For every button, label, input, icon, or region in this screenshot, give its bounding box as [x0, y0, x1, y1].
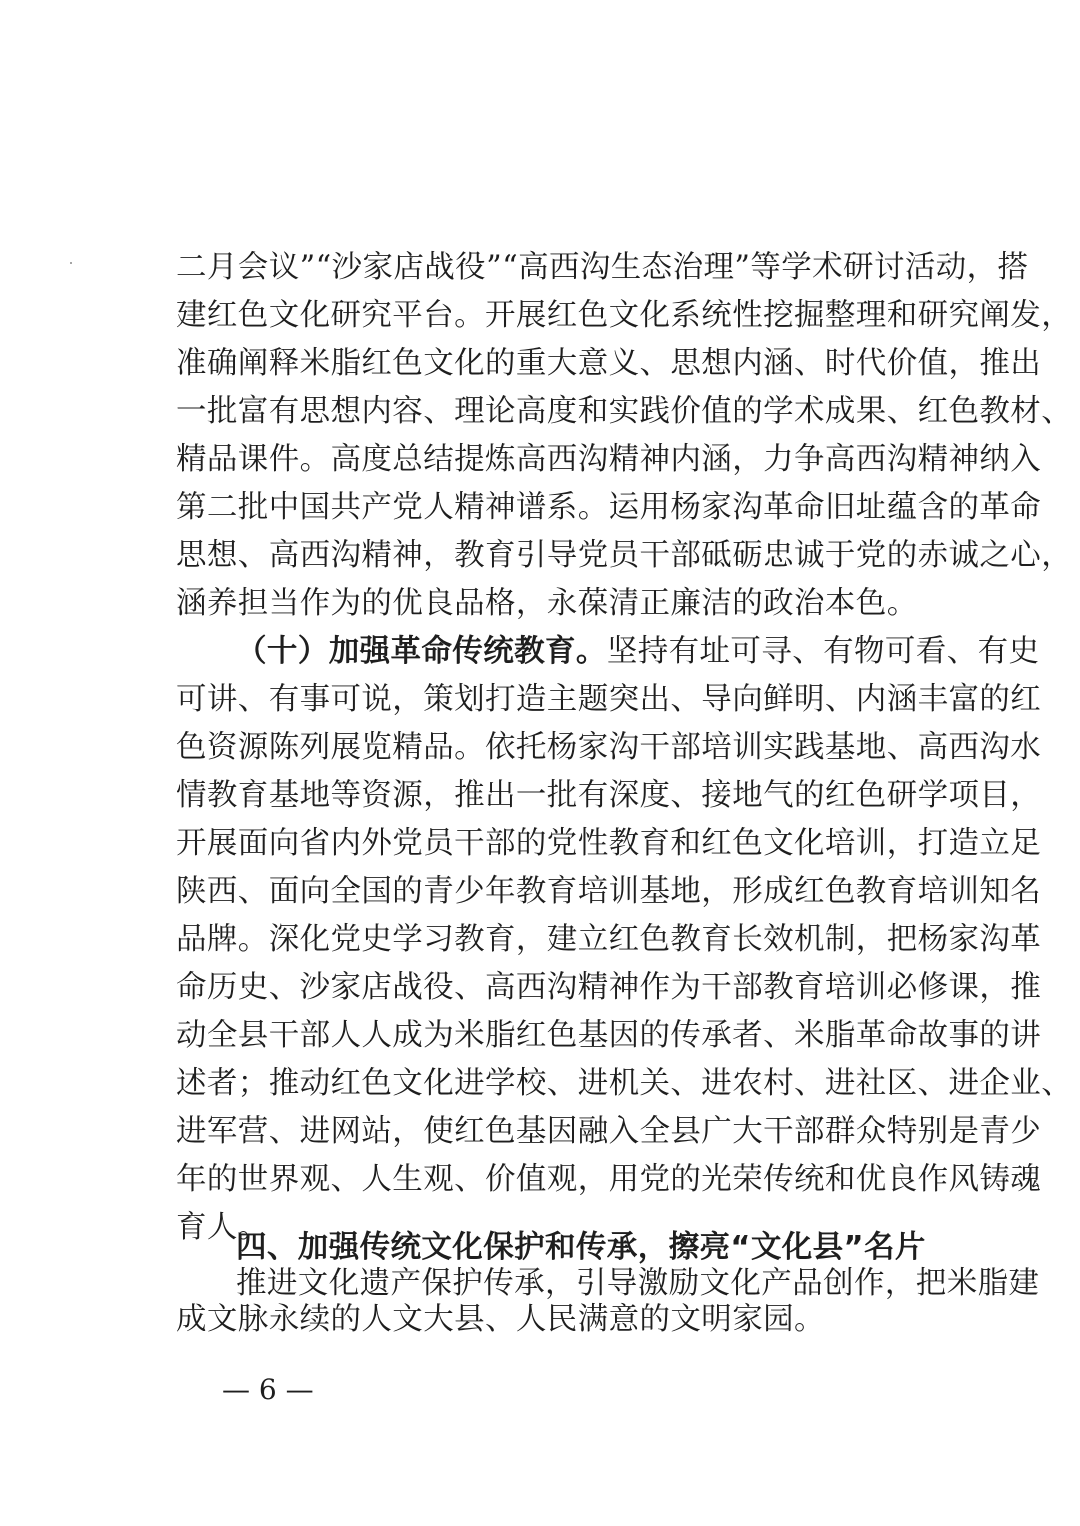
text-line: 陕西、面向全国的青少年教育培训基地，形成红色教育培训知名 — [176, 874, 1042, 909]
text-line: 开展面向省内外党员干部的党性教育和红色文化培训，打造立足 — [176, 826, 1042, 861]
section-4-heading: 四、加强传统文化保护和传承，擦亮“文化县”名片 — [236, 1230, 926, 1265]
text-line: 命历史、沙家店战役、高西沟精神作为干部教育培训必修课，推 — [176, 970, 1042, 1005]
text-line: 思想、高西沟精神，教育引导党员干部砥砺忠诚于党的赤诚之心， — [176, 538, 1073, 573]
text-line: 二月会议”“沙家店战役”“高西沟生态治理”等学术研讨活动，搭 — [176, 250, 1029, 285]
text-line: 第二批中国共产党人精神谱系。运用杨家沟革命旧址蕴含的革命 — [176, 490, 1042, 525]
text-line: 述者；推动红色文化进学校、进机关、进农村、进社区、进企业、 — [176, 1066, 1073, 1101]
text-line: 成文脉永续的人文大县、人民满意的文明家园。 — [176, 1302, 825, 1337]
text-line: 色资源陈列展览精品。依托杨家沟干部培训实践基地、高西沟水 — [176, 730, 1042, 765]
text-line: 年的世界观、人生观、价值观，用党的光荣传统和优良作风铸魂 — [176, 1162, 1042, 1197]
text-line: 可讲、有事可说，策划打造主题突出、导向鲜明、内涵丰富的红 — [176, 682, 1042, 717]
section-10-first-line-text: 坚持有址可寻、有物可看、有史 — [606, 634, 1040, 669]
section-10-heading: （十）加强革命传统教育。 — [236, 634, 607, 669]
text-line: 品牌。深化党史学习教育，建立红色教育长效机制，把杨家沟革 — [176, 922, 1042, 957]
text-line: 建红色文化研究平台。开展红色文化系统性挖掘整理和研究阐发， — [176, 298, 1073, 333]
text-line: 准确阐释米脂红色文化的重大意义、思想内涵、时代价值，推出 — [176, 346, 1042, 381]
scan-speck — [70, 262, 72, 264]
text-line: 进军营、进网站，使红色基因融入全县广大干部群众特别是青少 — [176, 1114, 1042, 1149]
text-line: 精品课件。高度总结提炼高西沟精神内涵，力争高西沟精神纳入 — [176, 442, 1042, 477]
section-10-first-line — [236, 630, 1040, 674]
page-number: — 6 — — [222, 1373, 314, 1406]
text-line: 涵养担当作为的优良品格，永葆清正廉洁的政治本色。 — [176, 586, 918, 621]
text-line: 一批富有思想内容、理论高度和实践价值的学术成果、红色教材、 — [176, 394, 1073, 429]
text-line: 情教育基地等资源，推出一批有深度、接地气的红色研学项目， — [176, 778, 1042, 813]
text-line: 育人。 — [176, 1210, 269, 1245]
text-line: 动全县干部人人成为米脂红色基因的传承者、米脂革命故事的讲 — [176, 1018, 1042, 1053]
text-line: 推进文化遗产保护传承，引导激励文化产品创作，把米脂建 — [236, 1266, 1040, 1301]
